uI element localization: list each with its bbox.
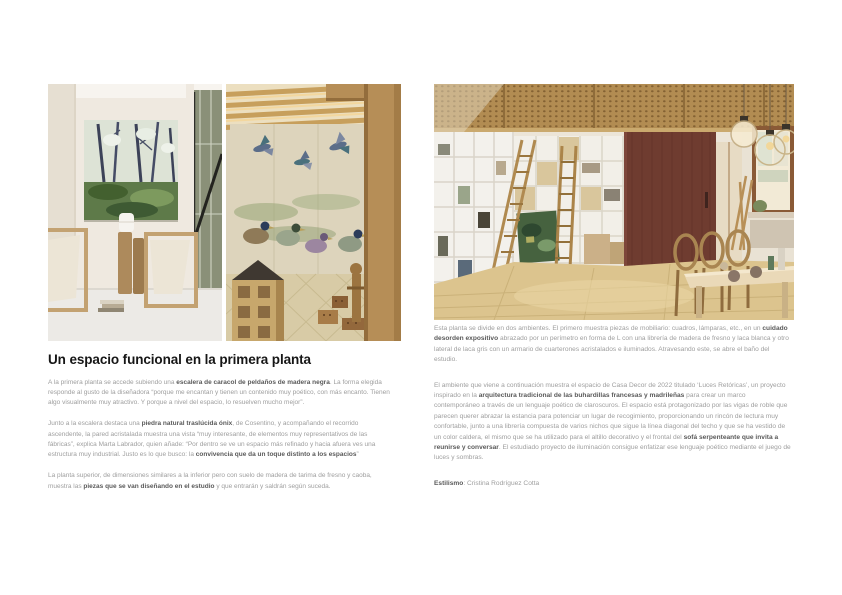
text-segment: Estilismo <box>434 479 464 487</box>
text-segment: escalera de caracol de peldaños de madera negra <box>176 378 330 386</box>
text-segment: Junto a la escalera destaca una <box>48 420 142 428</box>
text-segment: arquitectura tradicional de las buhardillas francesas y madrileñas <box>478 392 685 400</box>
text-segment: para crear un marco contemporáneo a través de un lenguaje poético de claroscuros. El espacio está protagonizado por las vigas de roble que parecen querer abrazar la estancia para potenciar un lugar de recogimiento, proporcionando un rincón de lectura muy confortable, junto a una librería compuesta de varios nichos que sigue la línea diagonal del techo y que se ha vestido de un color caldera, el mismo que se ha utilizado para el altillo decorativo y el frontal del <box>434 392 788 441</box>
text-segment: abrazado por un perímetro en forma de L con una librería de madera de fresno y laca blanca y otro lateral de laca gris con un armario de cuarterones acristalados e iluminados. Atravesando este, se abre el baño del estudio. <box>434 335 789 364</box>
text-segment: piezas que se van diseñando en el estudio <box>83 482 215 490</box>
text-segment: sofá serpenteante que invita a reunirse y conversar <box>434 433 779 452</box>
text-segment: A la primera planta se accede subiendo una <box>48 378 177 386</box>
text-segment: El ambiente que viene a continuación muestra el espacio de Casa Decor de 2022 titulado ‘Luces Retóricas’, un proyecto inspirado en la <box>434 381 786 400</box>
text-segment: . La forma elegida responde al gusto de la diseñadora “porque me encantan y tienen un contenido muy poético, con más encanto. Tienen algo visualmente muy atractivo. Y porque a nivel del espacio, lo resuelven mucho mejor”. <box>48 378 390 407</box>
text-segment: : Cristina Rodríguez Cotta <box>463 479 540 487</box>
right-paragraph-1 <box>434 324 792 366</box>
right-page-article <box>434 324 792 504</box>
photo-studio-seating-corner <box>48 84 222 341</box>
text-segment: ” <box>356 451 359 459</box>
text-segment: piedra natural traslúcida ónix <box>141 420 233 428</box>
photo-studio-library-dining <box>434 84 794 320</box>
photo-studio-seating-corner-illustration <box>48 84 222 341</box>
left-paragraph-1 <box>48 378 394 409</box>
photo-studio-library-dining-illustration <box>434 84 794 320</box>
text-segment: convivencia que da un toque distinto a los espacios <box>195 451 357 459</box>
left-page-photo-row <box>48 84 401 341</box>
text-segment: cuidado desorden expositivo <box>434 325 788 343</box>
text-segment: La planta superior, de dimensiones similares a la inferior pero con suelo de madera de tarima de fresno y caoba, muestra las <box>48 472 372 490</box>
right-paragraph-2 <box>434 381 792 464</box>
photo-duck-mural-room <box>226 84 401 341</box>
left-page-article <box>48 352 394 503</box>
left-paragraph-3 <box>48 471 394 492</box>
text-segment: Esta planta se divide en dos ambientes. El primero muestra piezas de mobiliario: cuadros, lámparas, etc., en un <box>434 325 763 332</box>
text-segment: , de Cosentino, y acompañando el recorrido ascendente, la pared acristalada muestra una vista “muy interesante, de elementos muy representativos de las fábricas”, explica Marta Labrador, quien añade: “Por dentro se ve un espacio más refinado y hacia afuera ves una estructura muy industrial. Justo es lo que busco: la <box>48 420 376 459</box>
text-segment: y que entrarán y saldrán según suceda. <box>214 482 331 490</box>
text-segment: . El estudiado proyecto de iluminación consigue enfatizar ese lenguaje poético mediante el juego de luces y sombras. <box>434 444 791 462</box>
left-paragraph-2 <box>48 419 394 460</box>
styling-credit <box>434 479 792 489</box>
photo-duck-mural-room-illustration <box>226 84 401 341</box>
article-heading: Un espacio funcional en la primera planta <box>48 352 311 367</box>
